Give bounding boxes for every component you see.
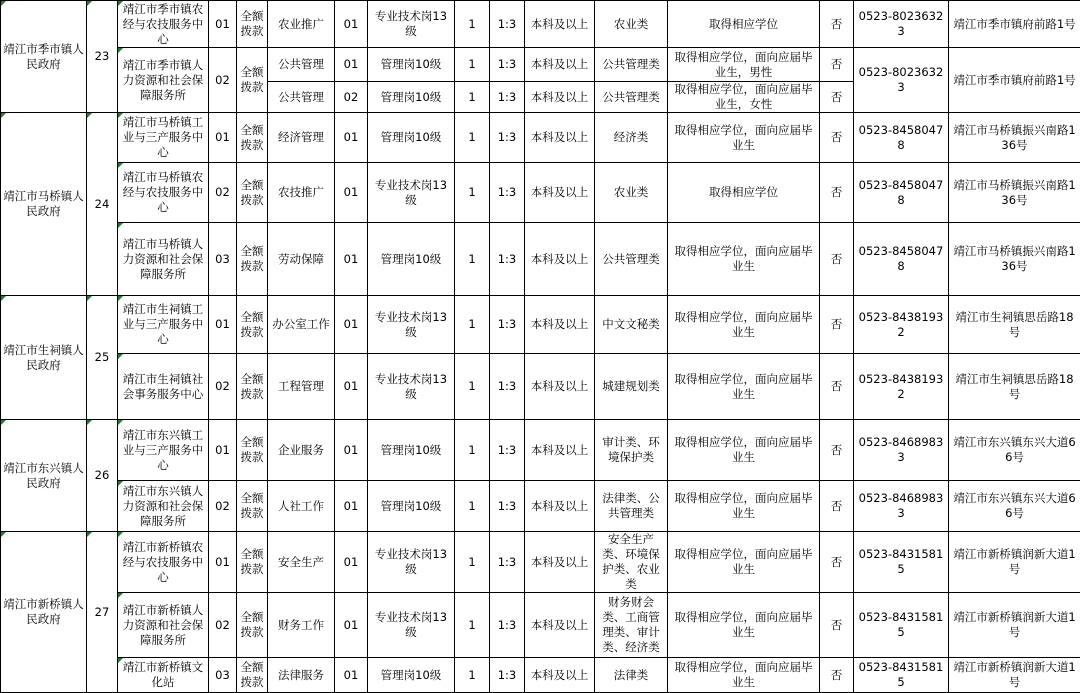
post-type-cell: 专业技术岗13级 [368,354,455,420]
headcount-cell: 1 [455,163,490,223]
funding-type-cell: 全额拨款 [237,296,268,354]
post-name-cell: 农业推广 [268,1,335,48]
exam-ratio-cell: 1:3 [490,354,525,420]
address-cell: 靖江市新桥镇润新大道1号 [949,658,1080,693]
other-condition-cell: 否 [820,82,854,113]
post-name-cell: 办公室工作 [268,296,335,354]
post-type-cell: 专业技术岗13级 [368,593,455,658]
table-row [1,1,1080,48]
address-cell: 靖江市生祠镇思岳路18号 [949,354,1080,420]
post-name-cell: 农技推广 [268,163,335,223]
other-condition-cell: 否 [820,113,854,163]
post-name-cell: 企业服务 [268,420,335,481]
other-condition-cell: 否 [820,163,854,223]
major-cell: 审计类、环境保护类 [595,420,668,481]
post-name-cell: 法律服务 [268,658,335,693]
education-cell: 本科及以上 [525,354,595,420]
unit-name-cell: 靖江市季市镇农经与农技服务中心 [118,1,209,48]
education-cell: 本科及以上 [525,658,595,693]
post-type-cell: 管理岗10级 [368,82,455,113]
serial-number-cell: 26 [87,420,118,532]
exam-ratio-cell: 1:3 [490,48,525,82]
address-cell: 靖江市东兴镇东兴大道66号 [949,481,1080,532]
unit-name-cell: 靖江市新桥镇农经与农技服务中心 [118,532,209,593]
funding-type-cell: 全额拨款 [237,593,268,658]
exam-ratio-cell: 1:3 [490,296,525,354]
requirement-cell: 取得相应学位 [668,163,820,223]
exam-ratio-cell: 1:3 [490,420,525,481]
unit-name-cell: 靖江市马桥镇工业与三产服务中心 [118,113,209,163]
exam-ratio-cell: 1:3 [490,82,525,113]
headcount-cell: 1 [455,658,490,693]
post-name-cell: 财务工作 [268,593,335,658]
post-code-cell: 02 [335,82,368,113]
table-row [1,163,1080,223]
other-condition-cell: 否 [820,593,854,658]
funding-type-cell: 全额拨款 [237,1,268,48]
address-cell: 靖江市马桥镇振兴南路136号 [949,113,1080,163]
government-cell: 靖江市马桥镇人民政府 [1,113,87,296]
funding-type-cell: 全额拨款 [237,481,268,532]
headcount-cell: 1 [455,1,490,48]
unit-name-cell: 靖江市东兴镇人力资源和社会保障服务所 [118,481,209,532]
phone-cell: 0523-84381932 [854,354,949,420]
post-name-cell: 工程管理 [268,354,335,420]
address-cell: 靖江市东兴镇东兴大道66号 [949,420,1080,481]
post-type-cell: 管理岗10级 [368,481,455,532]
education-cell: 本科及以上 [525,113,595,163]
phone-cell: 0523-84689833 [854,420,949,481]
education-cell: 本科及以上 [525,296,595,354]
unit-code-cell: 01 [209,420,237,481]
major-cell: 城建规划类 [595,354,668,420]
requirement-cell: 取得相应学位，面向应届毕业生 [668,296,820,354]
headcount-cell: 1 [455,481,490,532]
exam-ratio-cell: 1:3 [490,163,525,223]
funding-type-cell: 全额拨款 [237,163,268,223]
unit-name-cell: 靖江市马桥镇农经与农技服务中心 [118,163,209,223]
table-row [1,296,1080,354]
table-row [1,658,1080,693]
unit-name-cell: 靖江市东兴镇工业与三产服务中心 [118,420,209,481]
unit-code-cell: 01 [209,296,237,354]
other-condition-cell: 否 [820,48,854,82]
post-type-cell: 管理岗10级 [368,113,455,163]
post-code-cell: 01 [335,420,368,481]
post-code-cell: 01 [335,1,368,48]
address-cell: 靖江市新桥镇润新大道1号 [949,593,1080,658]
table-row [1,420,1080,481]
unit-name-cell: 靖江市季市镇人力资源和社会保障服务所 [118,48,209,113]
address-cell: 靖江市马桥镇振兴南路136号 [949,163,1080,223]
major-cell: 安全生产类、环境保护类、农业类 [595,532,668,593]
requirement-cell: 取得相应学位 [668,1,820,48]
table-row [1,593,1080,658]
post-code-cell: 01 [335,532,368,593]
post-type-cell: 专业技术岗13级 [368,296,455,354]
post-type-cell: 专业技术岗13级 [368,163,455,223]
phone-cell: 0523-80236323 [854,48,949,113]
major-cell: 公共管理类 [595,48,668,82]
exam-ratio-cell: 1:3 [490,223,525,296]
headcount-cell: 1 [455,223,490,296]
major-cell: 财务财会类、工商管理类、审计类、经济类 [595,593,668,658]
other-condition-cell: 否 [820,223,854,296]
government-cell: 靖江市生祠镇人民政府 [1,296,87,420]
headcount-cell: 1 [455,420,490,481]
funding-type-cell: 全额拨款 [237,354,268,420]
post-type-cell: 专业技术岗13级 [368,532,455,593]
post-code-cell: 01 [335,593,368,658]
post-code-cell: 01 [335,48,368,82]
serial-number-cell: 27 [87,532,118,693]
other-condition-cell: 否 [820,481,854,532]
unit-code-cell: 01 [209,1,237,48]
other-condition-cell: 否 [820,296,854,354]
funding-type-cell: 全额拨款 [237,658,268,693]
requirement-cell: 取得相应学位，面向应届毕业生 [668,481,820,532]
exam-ratio-cell: 1:3 [490,481,525,532]
post-name-cell: 经济管理 [268,113,335,163]
funding-type-cell: 全额拨款 [237,113,268,163]
exam-ratio-cell: 1:3 [490,113,525,163]
requirement-cell: 取得相应学位，面向应届毕业生 [668,113,820,163]
requirement-cell: 取得相应学位，面向应届毕业生，女性 [668,82,820,113]
requirement-cell: 取得相应学位，面向应届毕业生 [668,593,820,658]
major-cell: 公共管理类 [595,82,668,113]
funding-type-cell: 全额拨款 [237,420,268,481]
exam-ratio-cell: 1:3 [490,1,525,48]
education-cell: 本科及以上 [525,82,595,113]
table-row [1,223,1080,296]
unit-name-cell: 靖江市新桥镇人力资源和社会保障服务所 [118,593,209,658]
major-cell: 经济类 [595,113,668,163]
address-cell: 靖江市季市镇府前路1号 [949,48,1080,113]
headcount-cell: 1 [455,354,490,420]
phone-cell: 0523-84689833 [854,481,949,532]
unit-name-cell: 靖江市生祠镇社会事务服务中心 [118,354,209,420]
post-type-cell: 管理岗10级 [368,48,455,82]
post-code-cell: 01 [335,354,368,420]
unit-code-cell: 02 [209,481,237,532]
education-cell: 本科及以上 [525,420,595,481]
table-row [1,354,1080,420]
table-row [1,532,1080,593]
table-body [1,1,1080,693]
education-cell: 本科及以上 [525,532,595,593]
headcount-cell: 1 [455,113,490,163]
requirement-cell: 取得相应学位，面向应届毕业生 [668,658,820,693]
requirement-cell: 取得相应学位，面向应届毕业生，男性 [668,48,820,82]
serial-number-cell: 23 [87,1,118,113]
address-cell: 靖江市生祠镇思岳路18号 [949,296,1080,354]
unit-code-cell: 02 [209,593,237,658]
unit-code-cell: 01 [209,532,237,593]
post-code-cell: 01 [335,223,368,296]
requirement-cell: 取得相应学位，面向应届毕业生 [668,420,820,481]
headcount-cell: 1 [455,532,490,593]
unit-code-cell: 01 [209,113,237,163]
unit-code-cell: 02 [209,48,237,113]
post-type-cell: 管理岗10级 [368,420,455,481]
phone-cell: 0523-84315815 [854,532,949,593]
post-name-cell: 公共管理 [268,48,335,82]
funding-type-cell: 全额拨款 [237,532,268,593]
education-cell: 本科及以上 [525,163,595,223]
phone-cell: 0523-84315815 [854,593,949,658]
government-cell: 靖江市新桥镇人民政府 [1,532,87,693]
post-type-cell: 管理岗10级 [368,658,455,693]
other-condition-cell: 否 [820,354,854,420]
headcount-cell: 1 [455,82,490,113]
phone-cell: 0523-84580478 [854,113,949,163]
unit-code-cell: 03 [209,223,237,296]
major-cell: 中文文秘类 [595,296,668,354]
headcount-cell: 1 [455,593,490,658]
unit-code-cell: 03 [209,658,237,693]
exam-ratio-cell: 1:3 [490,658,525,693]
unit-code-cell: 02 [209,354,237,420]
government-cell: 靖江市季市镇人民政府 [1,1,87,113]
post-name-cell: 人社工作 [268,481,335,532]
education-cell: 本科及以上 [525,48,595,82]
requirement-cell: 取得相应学位，面向应届毕业生 [668,532,820,593]
table-row [1,113,1080,163]
headcount-cell: 1 [455,48,490,82]
serial-number-cell: 25 [87,296,118,420]
post-name-cell: 劳动保障 [268,223,335,296]
education-cell: 本科及以上 [525,593,595,658]
post-name-cell: 公共管理 [268,82,335,113]
education-cell: 本科及以上 [525,1,595,48]
other-condition-cell: 否 [820,658,854,693]
major-cell: 农业类 [595,163,668,223]
major-cell: 法律类、公共管理类 [595,481,668,532]
other-condition-cell: 否 [820,532,854,593]
government-cell: 靖江市东兴镇人民政府 [1,420,87,532]
headcount-cell: 1 [455,296,490,354]
post-code-cell: 01 [335,481,368,532]
funding-type-cell: 全额拨款 [237,48,268,113]
table-row [1,48,1080,82]
serial-number-cell: 24 [87,113,118,296]
phone-cell: 0523-84580478 [854,223,949,296]
address-cell: 靖江市季市镇府前路1号 [949,1,1080,48]
post-type-cell: 专业技术岗13级 [368,1,455,48]
post-name-cell: 安全生产 [268,532,335,593]
unit-code-cell: 02 [209,163,237,223]
address-cell: 靖江市马桥镇振兴南路136号 [949,223,1080,296]
post-code-cell: 01 [335,113,368,163]
education-cell: 本科及以上 [525,481,595,532]
address-cell: 靖江市新桥镇润新大道1号 [949,532,1080,593]
phone-cell: 0523-80236323 [854,1,949,48]
requirement-cell: 取得相应学位，面向应届毕业生 [668,354,820,420]
phone-cell: 0523-84315815 [854,658,949,693]
post-code-cell: 01 [335,163,368,223]
other-condition-cell: 否 [820,420,854,481]
unit-name-cell: 靖江市生祠镇工业与三产服务中心 [118,296,209,354]
unit-name-cell: 靖江市马桥镇人力资源和社会保障服务所 [118,223,209,296]
unit-name-cell: 靖江市新桥镇文化站 [118,658,209,693]
post-code-cell: 01 [335,296,368,354]
post-code-cell: 01 [335,658,368,693]
exam-ratio-cell: 1:3 [490,532,525,593]
table-row [1,481,1080,532]
exam-ratio-cell: 1:3 [490,593,525,658]
post-type-cell: 管理岗10级 [368,223,455,296]
major-cell: 农业类 [595,1,668,48]
education-cell: 本科及以上 [525,223,595,296]
major-cell: 法律类 [595,658,668,693]
requirement-cell: 取得相应学位，面向应届毕业生 [668,223,820,296]
major-cell: 公共管理类 [595,223,668,296]
phone-cell: 0523-84381932 [854,296,949,354]
phone-cell: 0523-84580478 [854,163,949,223]
other-condition-cell: 否 [820,1,854,48]
funding-type-cell: 全额拨款 [237,223,268,296]
